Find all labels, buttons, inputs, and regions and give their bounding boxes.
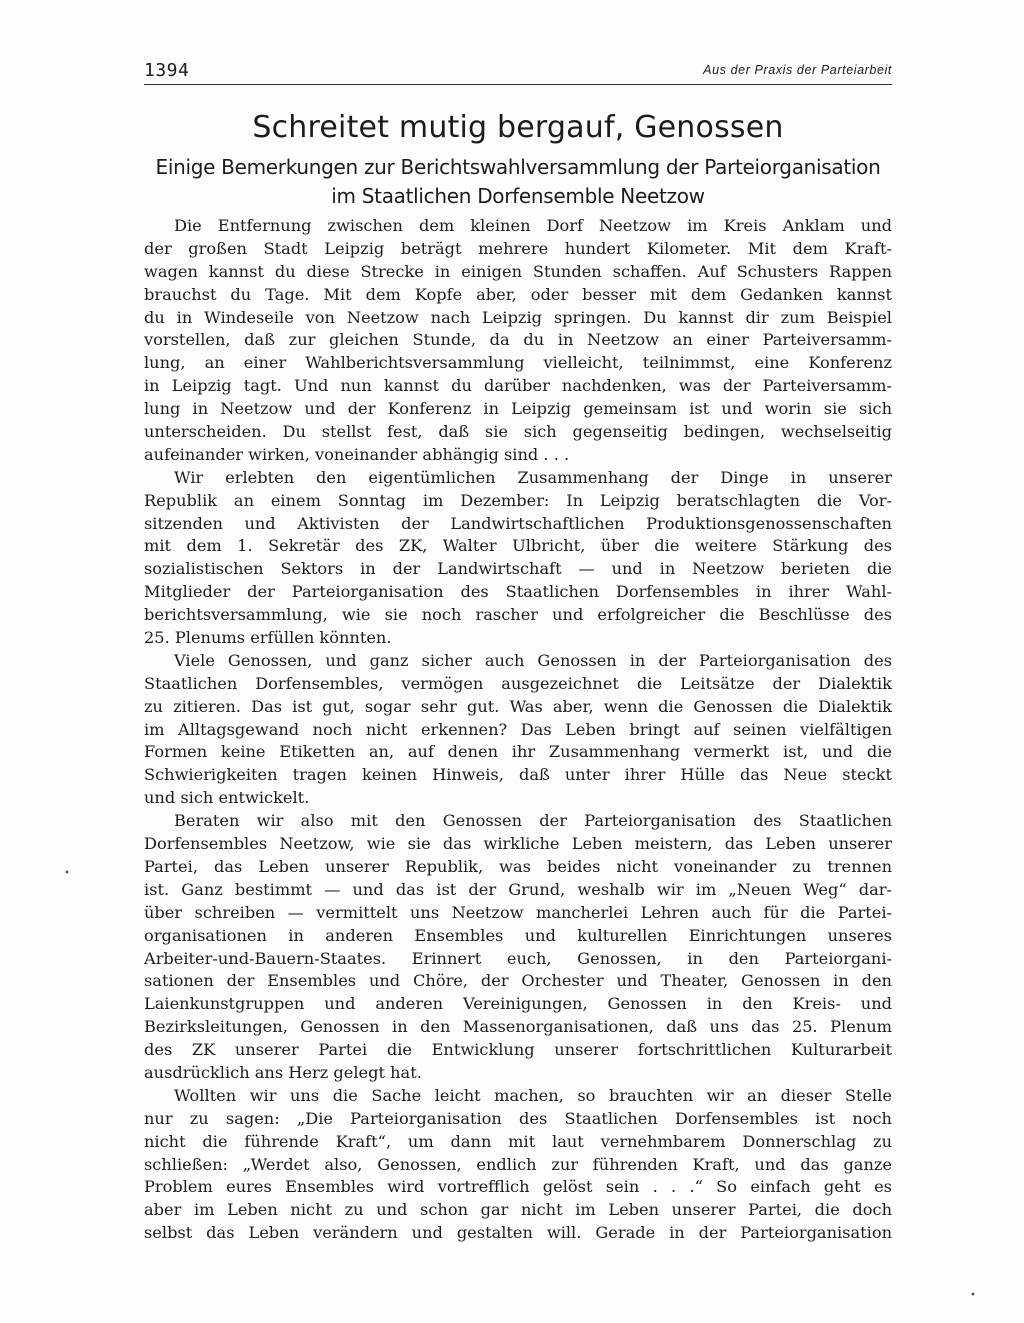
text-line: im Alltagsgewand noch nicht erkennen? Das Leben bringt auf seinen vielfältigen <box>144 719 892 739</box>
text-line: du in Windeseile von Neetzow nach Leipzig springen. Du kannst dir zum Beispiel <box>144 307 892 327</box>
text-line: der großen Stadt Leipzig beträgt mehrere hundert Kilometer. Mit dem Kraft- <box>144 238 892 258</box>
text-line: sozialistischen Sektors in der Landwirtschaft — und in Neetzow berieten die <box>144 559 892 579</box>
text-line: Beraten wir also mit den Genossen der Parteiorganisation des Staatlichen <box>174 811 892 831</box>
text-line: über schreiben — vermittelt uns Neetzow mancherlei Lehren auch für die Partei- <box>144 902 892 922</box>
text-line: und sich entwickelt. <box>144 788 310 808</box>
text-line: Republik an einem Sonntag im Dezember: In Leipzig beratschlagten die Vor- <box>144 490 892 510</box>
text-line: lung, an einer Wahlberichtsversammlung vielleicht, teilnimmst, eine Konferenz <box>144 353 892 373</box>
text-line: Mitglieder der Parteiorganisation des Staatlichen Dorfensembles in ihrer Wahl- <box>144 582 892 602</box>
article-title: Schreitet mutig bergauf, Genossen <box>252 110 784 145</box>
text-line: wagen kannst du diese Strecke in einigen Stunden schaffen. Auf Schusters Rappen <box>144 261 892 281</box>
text-line: schließen: „Werdet also, Genossen, endlich zur führenden Kraft, und das ganze <box>144 1154 892 1174</box>
text-line: 25. Plenums erfüllen könnten. <box>144 628 392 648</box>
text-line: Problem eures Ensembles wird vortrefflich gelöst sein . . .“ So einfach geht es <box>144 1177 892 1197</box>
text-line: des ZK unserer Partei die Entwicklung unserer fortschrittlichen Kulturarbeit <box>144 1040 892 1060</box>
text-line: ausdrücklich ans Herz gelegt hat. <box>144 1062 422 1082</box>
text-line: berichtsversammlung, wie sie noch rascher und erfolgreicher die Beschlüsse des <box>144 605 892 625</box>
text-line: selbst das Leben verändern und gestalten will. Gerade in der Parteiorganisation <box>144 1223 892 1243</box>
text-line: sationen der Ensembles und Chöre, der Orchester und Theater, Genossen in den <box>144 971 892 991</box>
text-line: Laienkunstgruppen und anderen Vereinigungen, Genossen in den Kreis- und <box>144 994 892 1014</box>
running-head: Aus der Praxis der Parteiarbeit <box>703 63 892 77</box>
article-subtitle-line-2: im Staatlichen Dorfensemble Neetzow <box>331 184 705 208</box>
text-line: Formen keine Etiketten an, auf denen ihr Zusammenhang vermerkt ist, und die <box>144 742 892 762</box>
page-number: 1394 <box>144 60 190 81</box>
text-line: aufeinander wirken, voneinander abhängig sind . . . <box>144 444 570 464</box>
text-line: vorstellen, daß zur gleichen Stunde, da du in Neetzow an einer Parteiversamm- <box>144 330 892 350</box>
text-line: Partei, das Leben unserer Republik, was beides nicht voneinander zu trennen <box>144 856 892 876</box>
article-subtitle-line-1: Einige Bemerkungen zur Berichtswahlversammlung der Parteiorganisation <box>155 155 881 179</box>
margin-speck: • <box>970 1290 976 1301</box>
page-header <box>144 60 892 85</box>
text-line: ist. Ganz bestimmt — und das ist der Grund, weshalb wir im „Neuen Weg“ dar- <box>144 879 892 899</box>
text-line: Dorfensembles Neetzow, wie sie das wirkliche Leben meistern, das Leben unserer <box>144 834 892 854</box>
text-line: sitzenden und Aktivisten der Landwirtschaftlichen Produktionsgenossenschaften <box>144 513 892 533</box>
text-line: Schwierigkeiten tragen keinen Hinweis, daß unter ihrer Hülle das Neue steckt <box>144 765 892 785</box>
text-line: Arbeiter-und-Bauern-Staates. Erinnert euch, Genossen, in den Parteiorgani- <box>144 948 892 968</box>
text-line: Wollten wir uns die Sache leicht machen, so brauchten wir an dieser Stelle <box>174 1085 892 1105</box>
text-line: Staatlichen Dorfensembles, vermögen ausgezeichnet die Leitsätze der Dialektik <box>144 673 892 693</box>
text-line: unterscheiden. Du stellst fest, daß sie sich gegenseitig bedingen, wechselseitig <box>144 422 892 442</box>
text-line: Die Entfernung zwischen dem kleinen Dorf Neetzow im Kreis Anklam und <box>174 216 892 235</box>
text-line: organisationen in anderen Ensembles und kulturellen Einrichtungen unseres <box>144 925 892 945</box>
text-line: nicht die führende Kraft“, um dann mit laut vernehmbarem Donnerschlag zu <box>144 1131 892 1151</box>
text-line: aber im Leben nicht zu und schon gar nicht im Leben unserer Partei, die doch <box>144 1200 892 1220</box>
text-line: mit dem 1. Sekretär des ZK, Walter Ulbricht, über die weitere Stärkung des <box>144 536 892 556</box>
text-line: brauchst du Tage. Mit dem Kopfe aber, oder besser mit dem Gedanken kannst <box>144 284 892 304</box>
article-body <box>144 215 892 1245</box>
text-line: lung in Neetzow und der Konferenz in Leipzig gemeinsam ist und worin sie sich <box>144 399 892 419</box>
text-line: Bezirksleitungen, Genossen in den Massenorganisationen, daß uns das 25. Plenum <box>144 1017 892 1037</box>
text-line: zu zitieren. Das ist gut, sogar sehr gut. Was aber, wenn die Genossen die Dialektik <box>144 696 892 716</box>
text-line: Wir erlebten den eigentümlichen Zusammenhang der Dinge in unserer <box>174 467 892 487</box>
text-line: Viele Genossen, und ganz sicher auch Genossen in der Parteiorganisation des <box>174 650 892 670</box>
text-line: nur zu sagen: „Die Parteiorganisation des Staatlichen Dorfensembles ist noch <box>144 1108 892 1128</box>
text-line: in Leipzig tagt. Und nun kannst du darüber nachdenken, was der Parteiversamm- <box>144 376 892 396</box>
margin-speck: • <box>64 868 70 879</box>
